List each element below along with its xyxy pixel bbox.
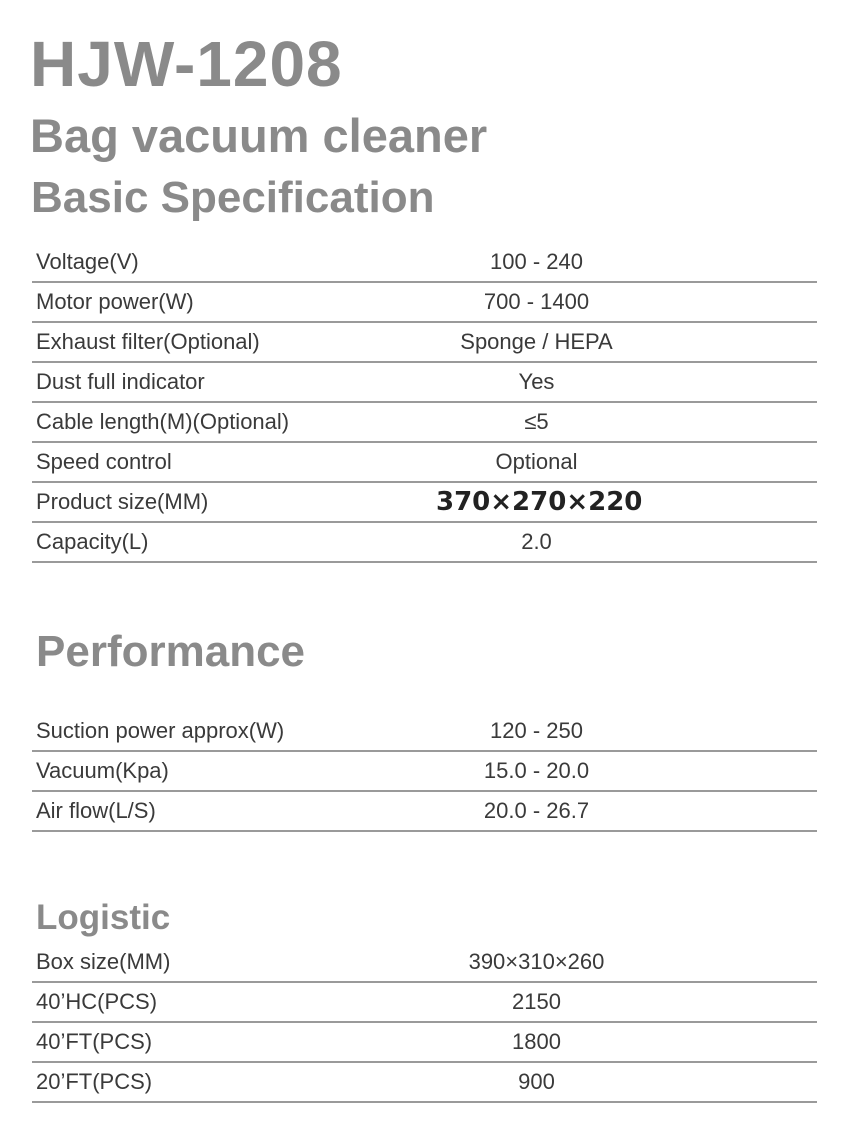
basic-spec-table — [32, 243, 817, 563]
spec-value: 120 - 250 — [490, 718, 583, 743]
spec-row-speed-control — [32, 443, 817, 483]
spec-label: Vacuum(Kpa) — [36, 758, 169, 783]
model-title: HJW-1208 — [30, 28, 343, 100]
spec-value: 390×310×260 — [468, 949, 605, 974]
spec-label: Speed control — [36, 449, 172, 474]
logistic-table — [32, 943, 817, 1103]
spec-label: Product size(MM) — [36, 489, 209, 514]
spec-value: 2.0 — [521, 529, 552, 554]
spec-row-suction-power — [32, 712, 817, 752]
spec-label: 40’FT(PCS) — [36, 1029, 153, 1054]
spec-label: Exhaust filter(Optional) — [36, 329, 260, 354]
spec-row-voltage — [32, 243, 817, 283]
spec-value: Sponge / HEPA — [460, 329, 613, 354]
performance-table — [32, 712, 817, 832]
performance-heading: Performance — [36, 627, 306, 676]
spec-row-motor-power — [32, 283, 817, 323]
spec-label: Cable length(M)(Optional) — [36, 409, 290, 434]
spec-label: Suction power approx(W) — [36, 718, 285, 743]
spec-value: 900 — [518, 1069, 555, 1094]
spec-label: Voltage(V) — [36, 249, 139, 274]
logistic-heading: Logistic — [36, 898, 171, 937]
spec-value: ≤5 — [524, 409, 549, 434]
spec-value: Optional — [495, 449, 578, 474]
product-title: Bag vacuum cleaner — [30, 109, 488, 162]
spec-value: 20.0 - 26.7 — [483, 798, 590, 823]
spec-row-exhaust-filter — [32, 323, 817, 363]
spec-row-40hc — [32, 983, 817, 1023]
basic-spec-heading: Basic Specification — [31, 173, 435, 222]
spec-value: Yes — [518, 369, 555, 394]
spec-value: 2150 — [512, 989, 561, 1014]
spec-row-air-flow — [32, 792, 817, 832]
spec-label: 20’FT(PCS) — [36, 1069, 153, 1094]
spec-value: 1800 — [512, 1029, 561, 1054]
spec-row-product-size — [32, 483, 817, 523]
spec-row-vacuum — [32, 752, 817, 792]
spec-row-40ft — [32, 1023, 817, 1063]
spec-value: 370×270×220 — [436, 487, 643, 517]
spec-label: Box size(MM) — [36, 949, 171, 974]
spec-label: 40’HC(PCS) — [36, 989, 158, 1014]
spec-row-box-size — [32, 943, 817, 983]
spec-row-cable-length — [32, 403, 817, 443]
spec-row-dust-indicator — [32, 363, 817, 403]
spec-value: 100 - 240 — [490, 249, 583, 274]
spec-value: 15.0 - 20.0 — [483, 758, 590, 783]
spec-label: Dust full indicator — [36, 369, 205, 394]
spec-label: Motor power(W) — [36, 289, 194, 314]
spec-row-20ft — [32, 1063, 817, 1103]
spec-label: Capacity(L) — [36, 529, 149, 554]
spec-value: 700 - 1400 — [483, 289, 590, 314]
spec-label: Air flow(L/S) — [36, 798, 156, 823]
spec-row-capacity — [32, 523, 817, 563]
